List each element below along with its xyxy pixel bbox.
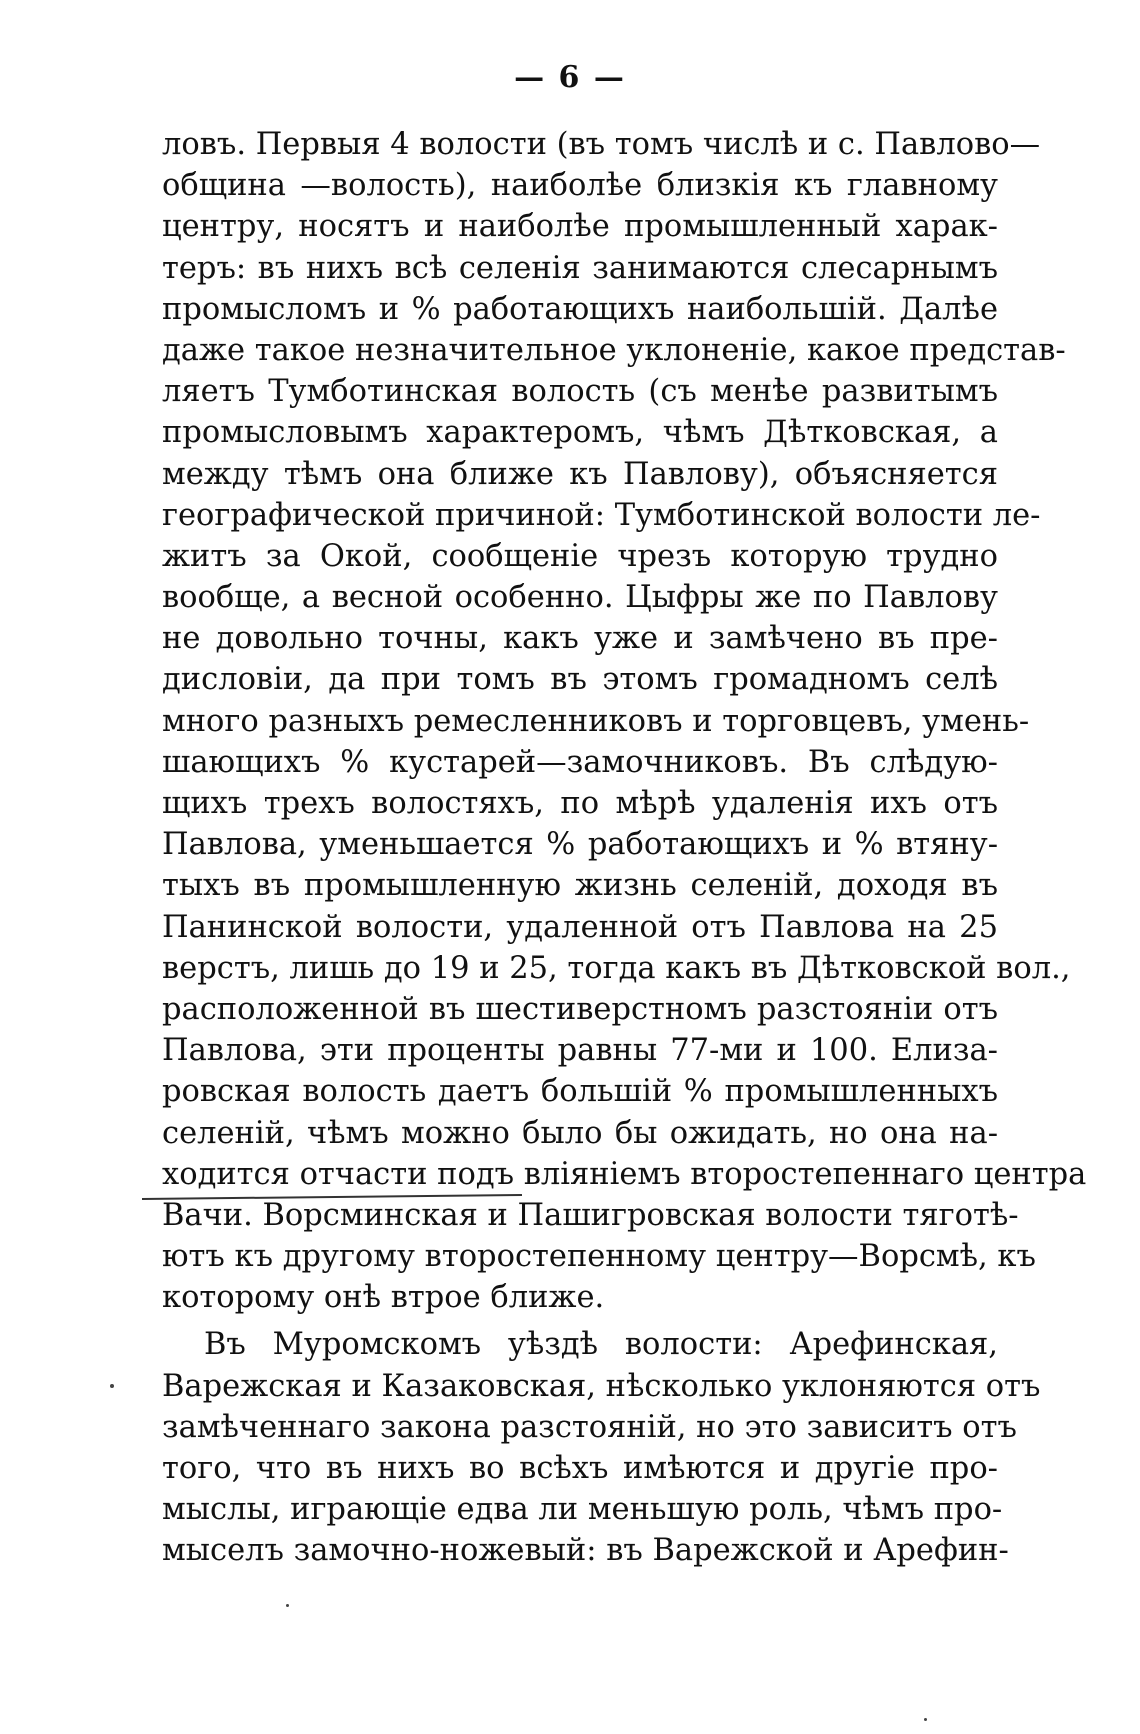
text-line: ровская волость даетъ большій % промышленныхъ [162,1074,998,1110]
text-line: расположенной въ шестиверстномъ разстояніи отъ [162,991,998,1027]
scan-speck [286,1604,289,1607]
text-line: дисловіи, да при томъ въ этомъ громадномъ селѣ [162,662,998,698]
text-line: не довольно точны, какъ уже и замѣчено въ пре- [162,621,998,657]
scan-speck [924,1718,927,1721]
text-line: центру, носятъ и наиболѣе промышленный харак- [162,209,998,245]
text-line: верстъ, лишь до 19 и 25, тогда какъ въ Дѣтковской вол., [162,950,1071,986]
text-line: между тѣмъ она ближе къ Павлову), объясняется [162,456,998,492]
text-line: много разныхъ ремесленниковъ и торговцевъ, умень- [162,703,1030,739]
text-line: житъ за Окой, сообщеніе чрезъ которую трудно [162,538,998,574]
scan-speck [110,1384,114,1388]
text-line: которому онѣ втрое ближе. [162,1280,605,1316]
text-line: промысломъ и % работающихъ наибольшій. Далѣе [162,291,998,327]
text-line: Въ Муромскомъ уѣздѣ волости: Арефинская, [204,1327,998,1363]
body-text [162,124,1087,1572]
paragraph-1 [162,124,1087,1318]
text-line: Варежская и Казаковская, нѣсколько уклоняются отъ [162,1368,1041,1404]
text-line: тыхъ въ промышленную жизнь селеній, доходя въ [162,868,998,904]
text-line: селеній, чѣмъ можно было бы ожидать, но она на- [162,1115,998,1151]
paragraph-2 [162,1324,1041,1571]
text-line: ходится отчасти подъ вліяніемъ второстепеннаго центра [162,1156,1087,1192]
text-line: замѣченнаго закона разстояній, но это зависитъ отъ [162,1409,1017,1445]
text-line: мыселъ замочно-ножевый: въ Варежской и Арефин- [162,1533,1009,1569]
text-line: теръ: въ нихъ всѣ селенія занимаются слесарнымъ [162,250,998,286]
text-line: мыслы, играющіе едва ли меньшую роль, чѣмъ про- [162,1492,1003,1528]
text-line: промысловымъ характеромъ, чѣмъ Дѣтковская, а [162,415,998,451]
text-line: ляетъ Тумботинская волость (съ менѣе развитымъ [162,374,998,410]
text-line: шающихъ % кустарей—замочниковъ. Въ слѣдую- [162,744,998,780]
text-line: ютъ къ другому второстепенному центру—Ворсмѣ, къ [162,1239,1036,1275]
text-line: того, что въ нихъ во всѣхъ имѣются и другіе про- [162,1451,998,1486]
text-line: вообще, а весной особенно. Цыфры же по Павлову [162,580,998,616]
text-line: щихъ трехъ волостяхъ, по мѣрѣ удаленія ихъ отъ [162,786,998,821]
text-line: географической причиной: Тумботинской волости ле- [162,497,1041,533]
text-line: община —волость), наиболѣе близкія къ главному [162,168,998,204]
page-number: — 6 — [514,60,626,95]
text-line: Вачи. Ворсминская и Пашигровская волости тяготѣ- [162,1197,1019,1233]
text-line: Панинской волости, удаленной отъ Павлова на 25 [162,909,998,945]
text-line: Павлова, уменьшается % работающихъ и % втяну- [162,827,998,863]
text-line: ловъ. Первыя 4 волости (въ томъ числѣ и с. Павлово— [162,127,1041,162]
text-line: даже такое незначительное уклоненіе, какое представ- [162,332,1066,368]
text-line: Павлова, эти проценты равны 77-ми и 100. Елиза- [162,1033,998,1069]
